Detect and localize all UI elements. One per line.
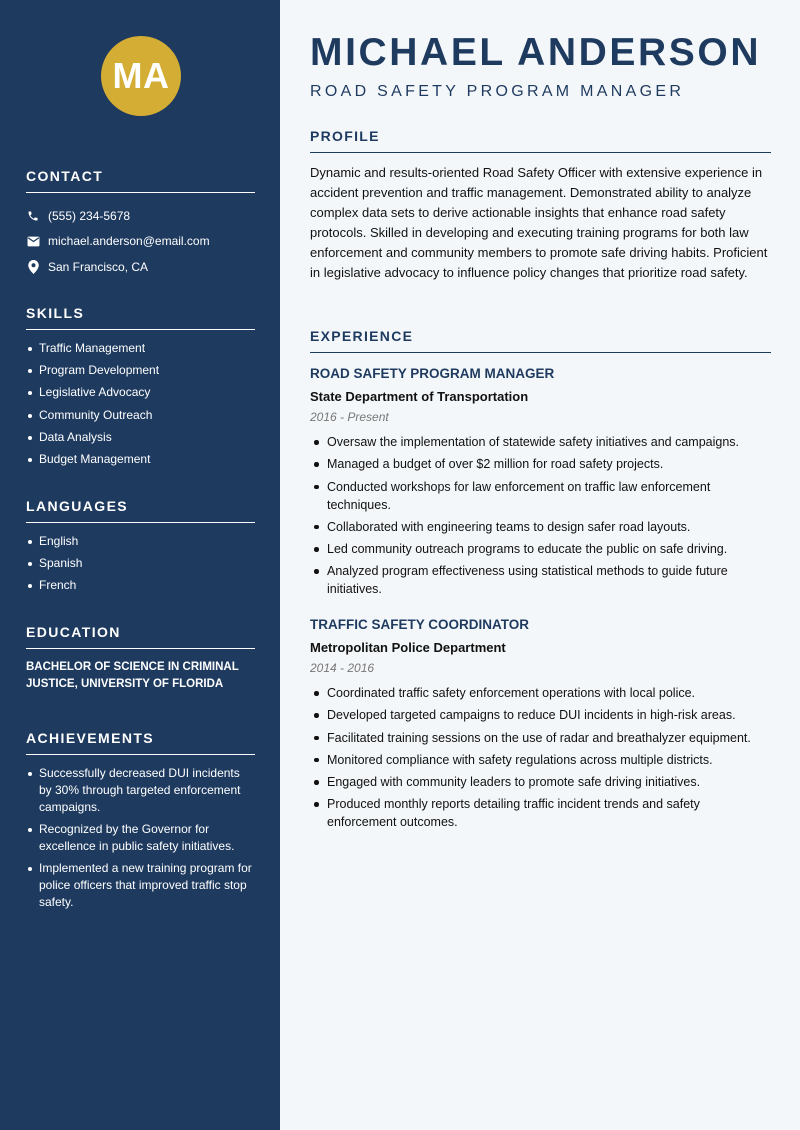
contact-location <box>26 254 255 280</box>
sidebar <box>0 0 280 1130</box>
achievements-list <box>26 765 255 911</box>
skills-list <box>26 340 255 468</box>
list-item: Conducted workshops for law enforcement on traffic law enforcement techniques. <box>310 478 771 514</box>
job-dates: 2014 - 2016 <box>310 661 375 675</box>
list-item: Collaborated with engineering teams to design safer road layouts. <box>310 518 771 536</box>
education-entry: BACHELOR OF SCIENCE IN CRIMINAL JUSTICE, UNIVERSITY OF FLORIDA <box>26 661 239 690</box>
education-section <box>26 624 255 693</box>
skills-heading: SKILLS <box>26 305 255 330</box>
list-item: Data Analysis <box>26 429 255 446</box>
job-title: TRAFFIC SAFETY COORDINATOR <box>310 617 529 632</box>
job-entry <box>310 616 771 836</box>
list-item: English <box>26 533 255 550</box>
job-company: State Department of Transportation <box>310 389 529 404</box>
contact-heading: CONTACT <box>26 168 255 193</box>
languages-list <box>26 533 255 594</box>
contact-phone <box>26 203 255 229</box>
phone-icon <box>26 209 40 223</box>
list-item: Community Outreach <box>26 407 255 424</box>
candidate-name: MICHAEL ANDERSON <box>310 31 762 74</box>
list-item: Developed targeted campaigns to reduce DUI incidents in high-risk areas. <box>310 706 771 724</box>
experience-heading: EXPERIENCE <box>310 328 771 353</box>
list-item: Coordinated traffic safety enforcement operations with local police. <box>310 684 771 702</box>
list-item: Monitored compliance with safety regulations across multiple districts. <box>310 751 771 769</box>
list-item: Managed a budget of over $2 million for road safety projects. <box>310 455 771 473</box>
list-item: Implemented a new training program for police officers that improved traffic stop safety. <box>26 860 255 911</box>
list-item: Oversaw the implementation of statewide safety initiatives and campaigns. <box>310 433 771 451</box>
location-text: San Francisco, CA <box>48 259 149 274</box>
list-item: Traffic Management <box>26 340 255 357</box>
contact-section <box>26 168 255 280</box>
list-item: Program Development <box>26 362 255 379</box>
job-bullets <box>310 433 771 598</box>
job-dates: 2016 - Present <box>310 410 389 424</box>
phone-text: (555) 234-5678 <box>48 208 131 223</box>
job-bullets <box>310 684 771 831</box>
list-item: Facilitated training sessions on the use of radar and breathalyzer equipment. <box>310 729 771 747</box>
profile-text: Dynamic and results-oriented Road Safety Officer with extensive experience in accident prevention and traffic management. Demonstrated ability to analyze complex data sets to derive actionable insights that enhance road safety protocols. Skilled in developing and executing training programs for both law enforcement and community members to promote safe driving habits. Proficient in legislative advocacy to influence policy changes that prioritize road safety. <box>310 165 768 280</box>
job-entry <box>310 365 771 603</box>
list-item: Recognized by the Governor for excellence in public safety initiatives. <box>26 821 255 855</box>
job-title: ROAD SAFETY PROGRAM MANAGER <box>310 366 555 381</box>
list-item: Successfully decreased DUI incidents by 30% through targeted enforcement campaigns. <box>26 765 255 816</box>
profile-heading: PROFILE <box>310 128 771 153</box>
job-company: Metropolitan Police Department <box>310 640 506 655</box>
list-item: Spanish <box>26 555 255 572</box>
list-item: French <box>26 577 255 594</box>
languages-section <box>26 498 255 600</box>
languages-heading: LANGUAGES <box>26 498 255 523</box>
education-heading: EDUCATION <box>26 624 255 649</box>
list-item: Analyzed program effectiveness using statistical methods to guide future initiatives. <box>310 562 771 598</box>
contact-email <box>26 229 255 255</box>
list-item: Engaged with community leaders to promote safe driving initiatives. <box>310 773 771 791</box>
achievements-section <box>26 730 255 916</box>
candidate-role: ROAD SAFETY PROGRAM MANAGER <box>310 83 685 100</box>
email-icon <box>26 234 40 248</box>
list-item: Led community outreach programs to educate the public on safe driving. <box>310 540 771 558</box>
avatar: MA <box>101 36 181 116</box>
location-pin-icon <box>26 260 40 274</box>
list-item: Legislative Advocacy <box>26 384 255 401</box>
list-item: Budget Management <box>26 451 255 468</box>
skills-section <box>26 305 255 473</box>
achievements-heading: ACHIEVEMENTS <box>26 730 255 755</box>
list-item: Produced monthly reports detailing traffic incident trends and safety enforcement outcomes. <box>310 795 771 831</box>
email-text: michael.anderson@email.com <box>48 234 210 249</box>
